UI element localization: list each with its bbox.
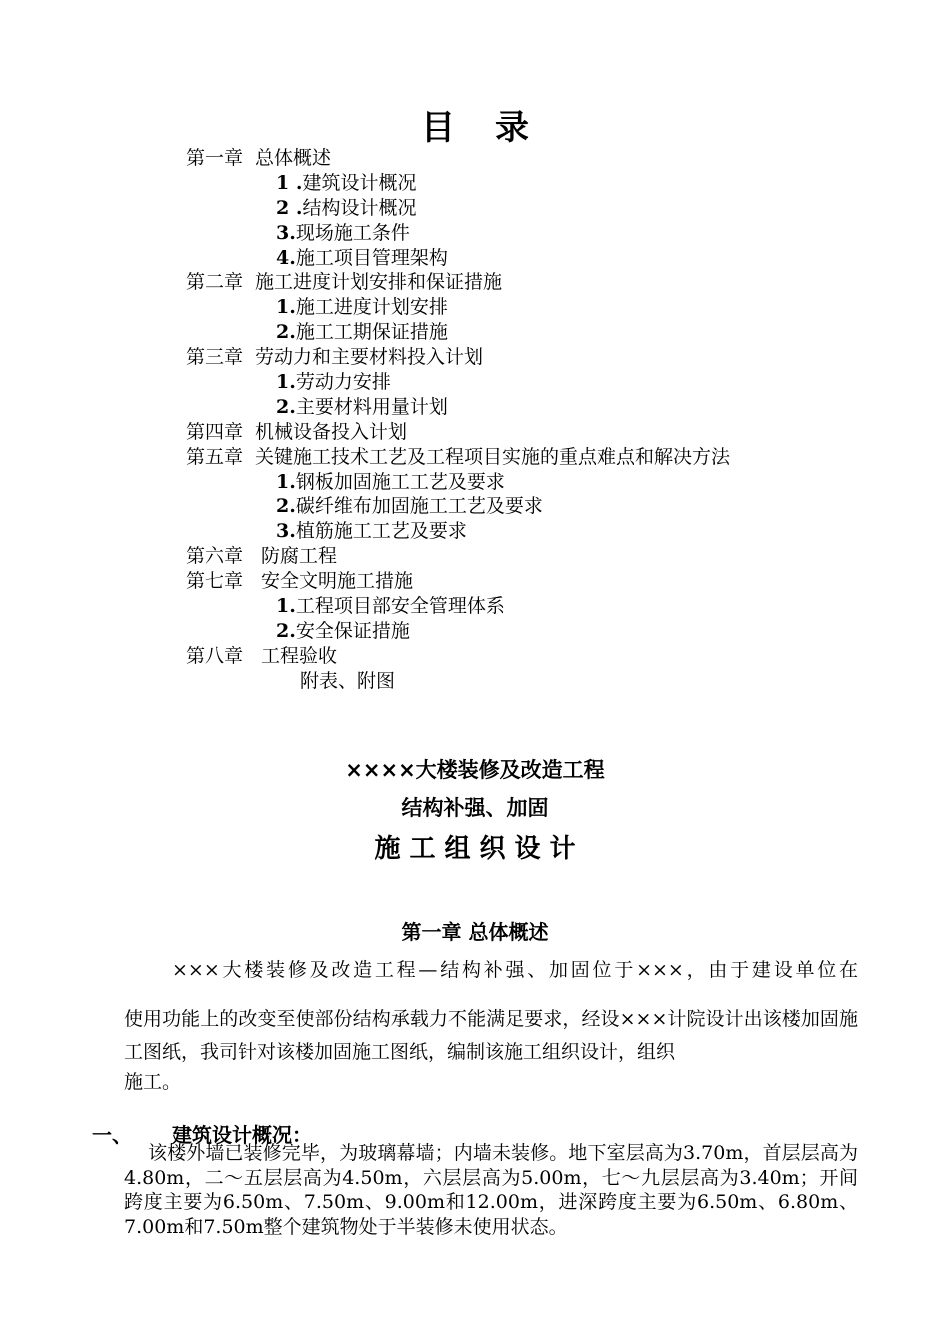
toc-entry-text: 安全保证措施	[295, 619, 410, 642]
toc-entry-text: 碳纤维布加固施工工艺及要求	[295, 495, 543, 518]
toc-entry-text: 附表、附图	[300, 669, 396, 692]
toc-entry-text: 钢板加固施工工艺及要求	[295, 470, 505, 493]
toc-entry-text: 施工进度计划安排	[295, 296, 448, 319]
toc-entry-number: 1.	[276, 296, 296, 319]
toc-entry-text: 防腐工程	[261, 545, 338, 568]
project-subtitle: 结构补强、加固	[401, 796, 549, 820]
toc-entry-text: 劳动力和主要材料投入计划	[255, 346, 484, 369]
toc-entry	[0, 470, 950, 495]
toc-entry	[0, 246, 950, 271]
chapter-heading: 第一章 总体概述	[401, 920, 549, 944]
document-title: 施工组织设计	[374, 834, 585, 864]
toc-entry-text: 施工项目管理架构	[295, 246, 448, 269]
toc-entry-number: 第三章	[186, 346, 244, 369]
toc-entry	[0, 295, 950, 320]
toc-entry-number: 第七章	[186, 570, 244, 593]
toc-entry-number: 第五章	[186, 445, 244, 468]
toc-entry-text: 总体概述	[255, 147, 332, 169]
toc-entry-text: 主要材料用量计划	[295, 395, 448, 418]
toc-entry	[0, 619, 950, 644]
toc-entry	[0, 669, 950, 694]
toc-entry-number: 1.	[276, 470, 296, 493]
toc-entry-number: 2.	[276, 619, 296, 642]
toc-entry	[0, 395, 950, 420]
toc-entry-text: 现场施工条件	[295, 221, 410, 244]
toc-entry	[0, 494, 950, 519]
toc-entry-number: 第八章	[186, 644, 244, 667]
toc-entry-number: 2 .	[276, 196, 303, 219]
toc-entry	[0, 270, 950, 295]
toc-entry-number: 第四章	[186, 420, 244, 443]
toc-entry-number: 第二章	[186, 271, 244, 294]
toc-entry-text: 工程项目部安全管理体系	[295, 595, 505, 618]
toc-entry-text: 机械设备投入计划	[255, 420, 408, 443]
toc-entry-text: 安全文明施工措施	[261, 570, 414, 593]
toc-entry	[0, 196, 950, 221]
toc-entry	[0, 420, 950, 445]
toc-title: 目录	[421, 108, 569, 148]
toc-entry-text: 关键施工技术工艺及工程项目实施的重点难点和解决方法	[255, 445, 731, 468]
toc-entry-text: 结构设计概况	[302, 196, 417, 219]
toc-entry	[0, 644, 950, 669]
toc-entry-number: 1 .	[276, 171, 303, 194]
toc-entry-number: 2.	[276, 495, 296, 518]
toc-entry	[0, 445, 950, 470]
toc-entry	[0, 544, 950, 569]
toc-entry	[0, 221, 950, 246]
toc-entry-text: 施工进度计划安排和保证措施	[255, 271, 503, 294]
toc-entry-number: 3.	[276, 520, 296, 543]
intro-paragraph-end: 施工。	[124, 1071, 182, 1093]
toc-entry-number: 1.	[276, 371, 296, 394]
intro-paragraph-line1: ×××大楼装修及改造工程—结构补强、加固位于×××，由于建设单位在	[172, 959, 858, 981]
toc-entry-text: 劳动力安排	[295, 371, 391, 394]
toc-entry-number: 2.	[276, 395, 296, 418]
toc-entry	[0, 146, 950, 171]
toc-entry-number: 3.	[276, 221, 296, 244]
table-of-contents	[0, 146, 950, 694]
toc-entry-number: 2.	[276, 321, 296, 344]
toc-entry-number: 第六章	[186, 545, 244, 568]
toc-entry	[0, 320, 950, 345]
toc-entry	[0, 519, 950, 544]
toc-entry-text: 建筑设计概况	[302, 171, 417, 194]
toc-entry-text: 工程验收	[261, 644, 338, 667]
toc-entry	[0, 569, 950, 594]
section-paragraph: 该楼外墙已装修完毕，为玻璃幕墙；内墙未装修。地下室层高为3.70m，首层层高为4.80m，二～五层层高为4.50m，六层层高为5.00m，七～九层层高为3.40m；开间跨度主要为6.50m、7.50m、9.00m和12.00m，进深跨度主要为6.50m、6.80m、7.00m和7.50m整个建筑物处于半装修未使用状态。	[124, 1142, 858, 1238]
section-number: 一、	[92, 1123, 132, 1147]
toc-entry	[0, 171, 950, 196]
project-title: ××××大楼装修及改造工程	[345, 758, 605, 782]
intro-paragraph-body: 使用功能上的改变至使部份结构承载力不能满足要求，经设×××计院设计出该楼加固施工图纸，我司针对该楼加固施工图纸，编制该施工组织设计，组织	[124, 1008, 858, 1063]
section-label: 建筑设计概况：	[172, 1123, 312, 1147]
toc-entry	[0, 345, 950, 370]
toc-entry-number: 第一章	[186, 147, 244, 169]
toc-entry	[0, 370, 950, 395]
toc-entry-text: 施工工期保证措施	[295, 321, 448, 344]
toc-entry-number: 4.	[276, 246, 296, 269]
toc-entry-text: 植筋施工工艺及要求	[295, 520, 467, 543]
toc-entry	[0, 594, 950, 619]
toc-entry-number: 1.	[276, 595, 296, 618]
